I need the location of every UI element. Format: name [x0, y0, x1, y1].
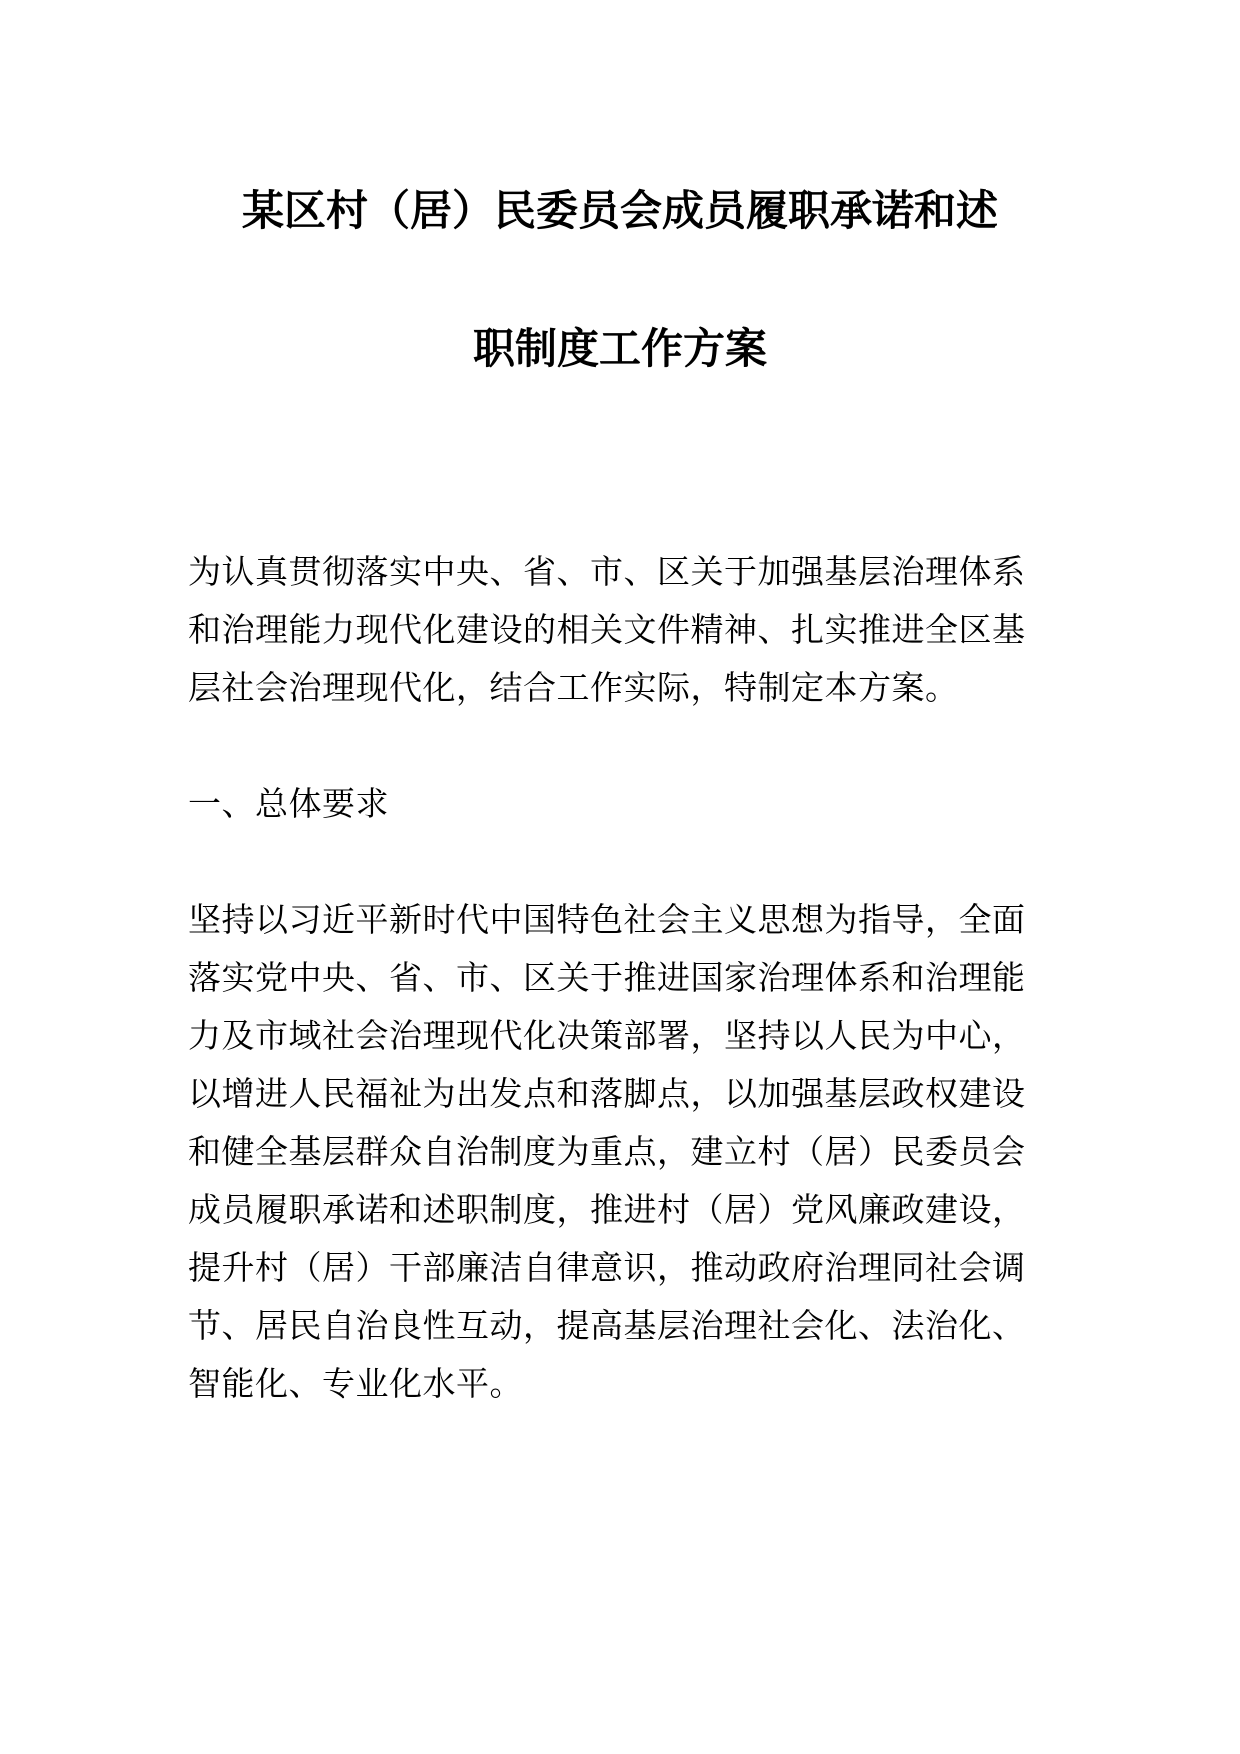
section-heading-general-requirements: 一、总体要求 [188, 784, 389, 823]
section-1-line-5: 和健全基层群众自治制度为重点，建立村（居）民委员会 [188, 1132, 1026, 1171]
section-1-line-1: 坚持以习近平新时代中国特色社会主义思想为指导，全面 [188, 900, 1026, 939]
document-title-line-1: 某区村（居）民委员会成员履职承诺和述 [241, 186, 998, 235]
intro-line-3: 层社会治理现代化，结合工作实际，特制定本方案。 [188, 668, 959, 707]
section-1-line-7: 提升村（居）干部廉洁自律意识，推动政府治理同社会调 [188, 1248, 1026, 1287]
document-title-line-2: 职制度工作方案 [472, 324, 767, 373]
section-1-line-8: 节、居民自治良性互动，提高基层治理社会化、法治化、 [188, 1306, 1026, 1345]
section-1-line-6: 成员履职承诺和述职制度，推进村（居）党风廉政建设， [188, 1190, 1026, 1229]
section-1-line-9: 智能化、专业化水平。 [188, 1364, 523, 1403]
section-1-line-2: 落实党中央、省、市、区关于推进国家治理体系和治理能 [188, 958, 1026, 997]
intro-line-2: 和治理能力现代化建设的相关文件精神、扎实推进全区基 [188, 610, 1026, 649]
intro-line-1: 为认真贯彻落实中央、省、市、区关于加强基层治理体系 [188, 552, 1026, 591]
section-1-line-4: 以增进人民福祉为出发点和落脚点，以加强基层政权建设 [188, 1074, 1026, 1113]
section-1-line-3: 力及市域社会治理现代化决策部署，坚持以人民为中心， [188, 1016, 1026, 1055]
